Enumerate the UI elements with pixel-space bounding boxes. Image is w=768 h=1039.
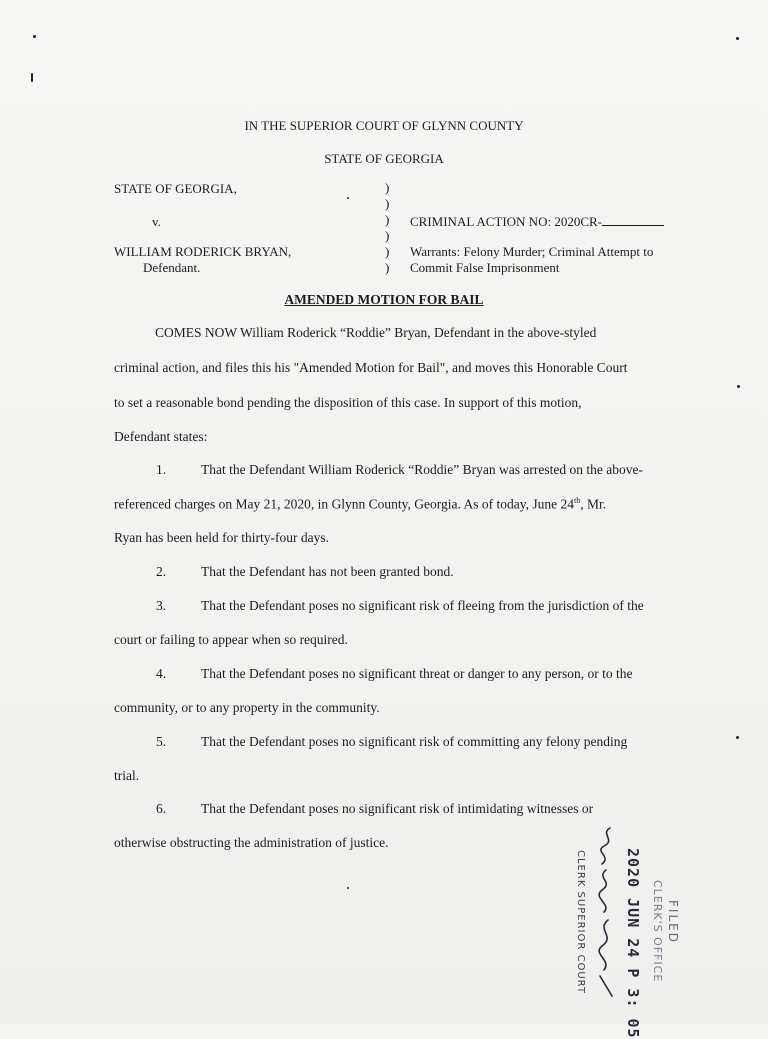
warrants-line-1: Warrants: Felony Murder; Criminal Attempt to xyxy=(410,244,654,259)
intro-line: criminal action, and files this his "Amended Motion for Bail", and moves this Honorable Court xyxy=(114,360,628,375)
court-heading: IN THE SUPERIOR COURT OF GLYNN COUNTY xyxy=(244,118,524,133)
stamp-filed: FILED xyxy=(666,900,680,944)
state-heading: STATE OF GEORGIA xyxy=(324,151,444,166)
item-text: That the Defendant poses no significant risk of fleeing from the jurisdiction of the xyxy=(201,598,644,613)
case-number-blank xyxy=(602,214,664,226)
clerk-signature xyxy=(582,820,622,1000)
scan-speck xyxy=(33,35,36,38)
plaintiff-name: STATE OF GEORGIA, xyxy=(114,181,237,196)
item-number: 4. xyxy=(156,666,167,681)
scan-speck xyxy=(736,736,739,739)
item-text: referenced charges on May 21, 2020, in Glynn County, Georgia. As of today, June 24th, Mr. xyxy=(114,496,607,512)
stamp-office: CLERK'S OFFICE xyxy=(651,880,664,983)
versus-label: v. xyxy=(152,214,161,229)
item-number: 6. xyxy=(156,801,167,816)
item-number: 1. xyxy=(156,462,167,477)
intro-line: Defendant states: xyxy=(114,429,208,444)
item-text: That the Defendant has not been granted bond. xyxy=(201,564,454,579)
scan-speck xyxy=(347,887,349,889)
case-number: CRIMINAL ACTION NO: 2020CR- xyxy=(410,214,664,230)
stamp-clerk: CLERK SUPERIOR COURT xyxy=(575,850,586,994)
scan-speck xyxy=(347,197,349,199)
item-text: community, or to any property in the community. xyxy=(114,700,380,715)
item-text: trial. xyxy=(114,768,140,783)
item-text: That the Defendant poses no significant risk of intimidating witnesses or xyxy=(201,801,594,816)
item-text: otherwise obstructing the administration of justice. xyxy=(114,835,389,850)
warrants-line-2: Commit False Imprisonment xyxy=(410,260,560,275)
intro-line: to set a reasonable bond pending the disposition of this case. In support of this motion, xyxy=(114,395,582,410)
item-number: 2. xyxy=(156,564,167,579)
defendant-role: Defendant. xyxy=(143,260,201,275)
caption-divider: ) ) ) ) ) ) xyxy=(385,180,390,275)
item-text: Ryan has been held for thirty-four days. xyxy=(114,530,330,545)
stamp-date: 2020 JUN 24 P 3: 05 xyxy=(624,848,642,1039)
filed-stamp xyxy=(560,820,700,1039)
scan-speck xyxy=(31,73,33,82)
item-text: court or failing to appear when so required. xyxy=(114,632,348,647)
item-text: That the Defendant William Roderick “Roddie” Bryan was arrested on the above- xyxy=(201,462,643,477)
motion-title: AMENDED MOTION FOR BAIL xyxy=(284,292,484,307)
item-text: That the Defendant poses no significant threat or danger to any person, or to the xyxy=(201,666,633,681)
item-number: 5. xyxy=(156,734,167,749)
intro-line: COMES NOW William Roderick “Roddie” Bryan, Defendant in the above-styled xyxy=(155,325,597,340)
item-text: That the Defendant poses no significant risk of committing any felony pending xyxy=(201,734,628,749)
item-number: 3. xyxy=(156,598,167,613)
defendant-name: WILLIAM RODERICK BRYAN, xyxy=(114,244,292,259)
scan-speck xyxy=(736,37,739,40)
scan-speck xyxy=(737,385,740,388)
